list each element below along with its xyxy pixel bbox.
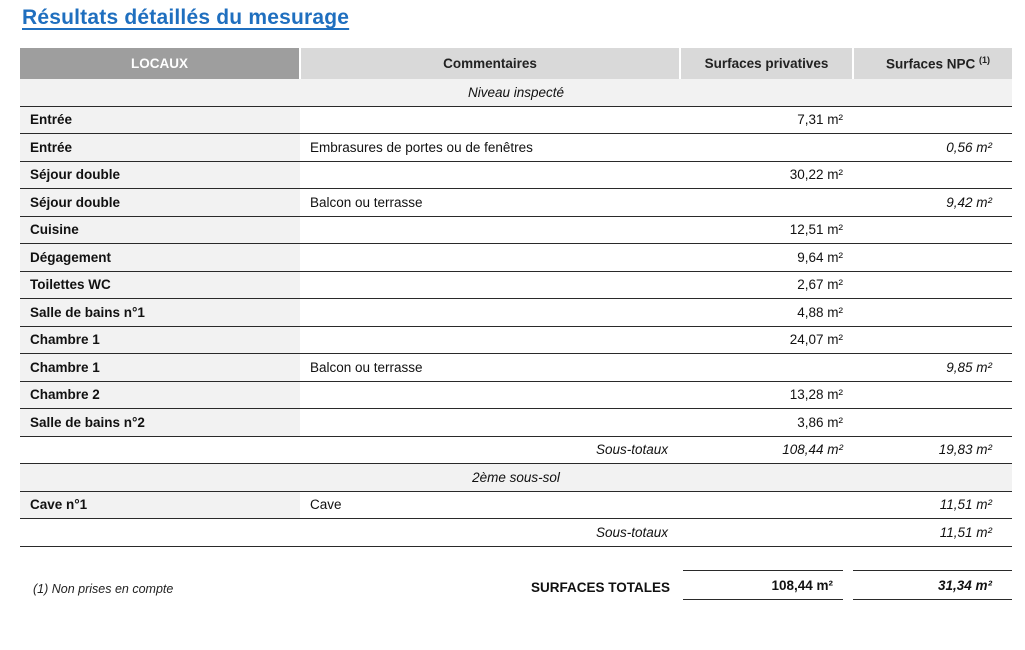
subtotal-npc: 11,51 m² bbox=[853, 519, 1012, 547]
surface-privative-cell: 30,22 m² bbox=[680, 161, 853, 189]
local-name: Salle de bains n°2 bbox=[20, 409, 300, 437]
surface-privative-cell: 3,86 m² bbox=[680, 409, 853, 437]
table-row bbox=[20, 354, 1012, 382]
local-name: Séjour double bbox=[20, 189, 300, 217]
local-name: Salle de bains n°1 bbox=[20, 299, 300, 327]
table-row bbox=[20, 189, 1012, 217]
table-row bbox=[20, 134, 1012, 162]
table-row bbox=[20, 216, 1012, 244]
surface-privative-cell bbox=[680, 354, 853, 382]
footnote: (1) Non prises en compte bbox=[33, 582, 174, 596]
local-name: Chambre 1 bbox=[20, 326, 300, 354]
table-row bbox=[20, 161, 1012, 189]
surface-privative-cell: 24,07 m² bbox=[680, 326, 853, 354]
local-name: Entrée bbox=[20, 106, 300, 134]
surface-privative-cell: 9,64 m² bbox=[680, 244, 853, 272]
header-locaux: LOCAUX bbox=[20, 48, 300, 79]
comment-cell: Balcon ou terrasse bbox=[300, 354, 680, 382]
surface-npc-cell bbox=[853, 244, 1012, 272]
comment-cell bbox=[300, 106, 680, 134]
table-row bbox=[20, 299, 1012, 327]
table-body bbox=[20, 79, 1012, 546]
section-name: 2ème sous-sol bbox=[20, 464, 1012, 492]
surface-npc-cell bbox=[853, 161, 1012, 189]
totals-label: SURFACES TOTALES bbox=[530, 580, 670, 595]
local-name: Cuisine bbox=[20, 216, 300, 244]
surface-npc-cell bbox=[853, 381, 1012, 409]
table-row bbox=[20, 326, 1012, 354]
table-header-row bbox=[20, 48, 1012, 79]
surface-privative-cell bbox=[680, 491, 853, 519]
comment-cell bbox=[300, 381, 680, 409]
results-table bbox=[20, 48, 1012, 547]
surface-npc-cell bbox=[853, 409, 1012, 437]
subtotal-label: Sous-totaux bbox=[20, 436, 680, 464]
surface-npc-cell: 0,56 m² bbox=[853, 134, 1012, 162]
table-row bbox=[20, 381, 1012, 409]
subtotal-privatives bbox=[680, 519, 853, 547]
table-row bbox=[20, 244, 1012, 272]
comment-cell bbox=[300, 299, 680, 327]
local-name: Chambre 2 bbox=[20, 381, 300, 409]
page-title: Résultats détaillés du mesurage bbox=[22, 6, 350, 29]
totals-privatives: 108,44 m² bbox=[683, 570, 843, 600]
surface-privative-cell: 7,31 m² bbox=[680, 106, 853, 134]
comment-cell: Embrasures de portes ou de fenêtres bbox=[300, 134, 680, 162]
subtotal-privatives: 108,44 m² bbox=[680, 436, 853, 464]
table-row bbox=[20, 271, 1012, 299]
local-name: Cave n°1 bbox=[20, 491, 300, 519]
comment-cell bbox=[300, 216, 680, 244]
header-surfaces-npc bbox=[853, 48, 1012, 79]
local-name: Entrée bbox=[20, 134, 300, 162]
surface-npc-cell bbox=[853, 106, 1012, 134]
comment-cell: Balcon ou terrasse bbox=[300, 189, 680, 217]
surface-privative-cell bbox=[680, 134, 853, 162]
surface-privative-cell bbox=[680, 189, 853, 217]
surface-privative-cell: 12,51 m² bbox=[680, 216, 853, 244]
local-name: Séjour double bbox=[20, 161, 300, 189]
surface-npc-cell bbox=[853, 299, 1012, 327]
surface-privative-cell: 2,67 m² bbox=[680, 271, 853, 299]
comment-cell bbox=[300, 326, 680, 354]
surface-npc-cell bbox=[853, 326, 1012, 354]
surface-npc-cell: 9,42 m² bbox=[853, 189, 1012, 217]
surface-npc-cell bbox=[853, 271, 1012, 299]
comment-cell bbox=[300, 271, 680, 299]
section-header-row bbox=[20, 464, 1012, 492]
surface-npc-cell bbox=[853, 216, 1012, 244]
surface-npc-cell: 9,85 m² bbox=[853, 354, 1012, 382]
section-header-row bbox=[20, 79, 1012, 106]
section-name: Niveau inspecté bbox=[20, 79, 1012, 106]
header-commentaires: Commentaires bbox=[300, 48, 680, 79]
comment-cell bbox=[300, 244, 680, 272]
surface-privative-cell: 13,28 m² bbox=[680, 381, 853, 409]
comment-cell bbox=[300, 409, 680, 437]
comment-cell bbox=[300, 161, 680, 189]
header-npc-note: (1) bbox=[979, 55, 990, 66]
local-name: Dégagement bbox=[20, 244, 300, 272]
table-row bbox=[20, 491, 1012, 519]
surface-privative-cell: 4,88 m² bbox=[680, 299, 853, 327]
header-npc-label: Surfaces NPC bbox=[885, 56, 976, 72]
subtotal-row bbox=[20, 436, 1012, 464]
surface-npc-cell: 11,51 m² bbox=[853, 491, 1012, 519]
table-row bbox=[20, 106, 1012, 134]
table-row bbox=[20, 409, 1012, 437]
local-name: Chambre 1 bbox=[20, 354, 300, 382]
comment-cell: Cave bbox=[300, 491, 680, 519]
local-name: Toilettes WC bbox=[20, 271, 300, 299]
subtotal-row bbox=[20, 519, 1012, 547]
subtotal-label: Sous-totaux bbox=[20, 519, 680, 547]
header-surfaces-privatives: Surfaces privatives bbox=[680, 48, 853, 79]
subtotal-npc: 19,83 m² bbox=[853, 436, 1012, 464]
totals-npc: 31,34 m² bbox=[853, 570, 1012, 600]
